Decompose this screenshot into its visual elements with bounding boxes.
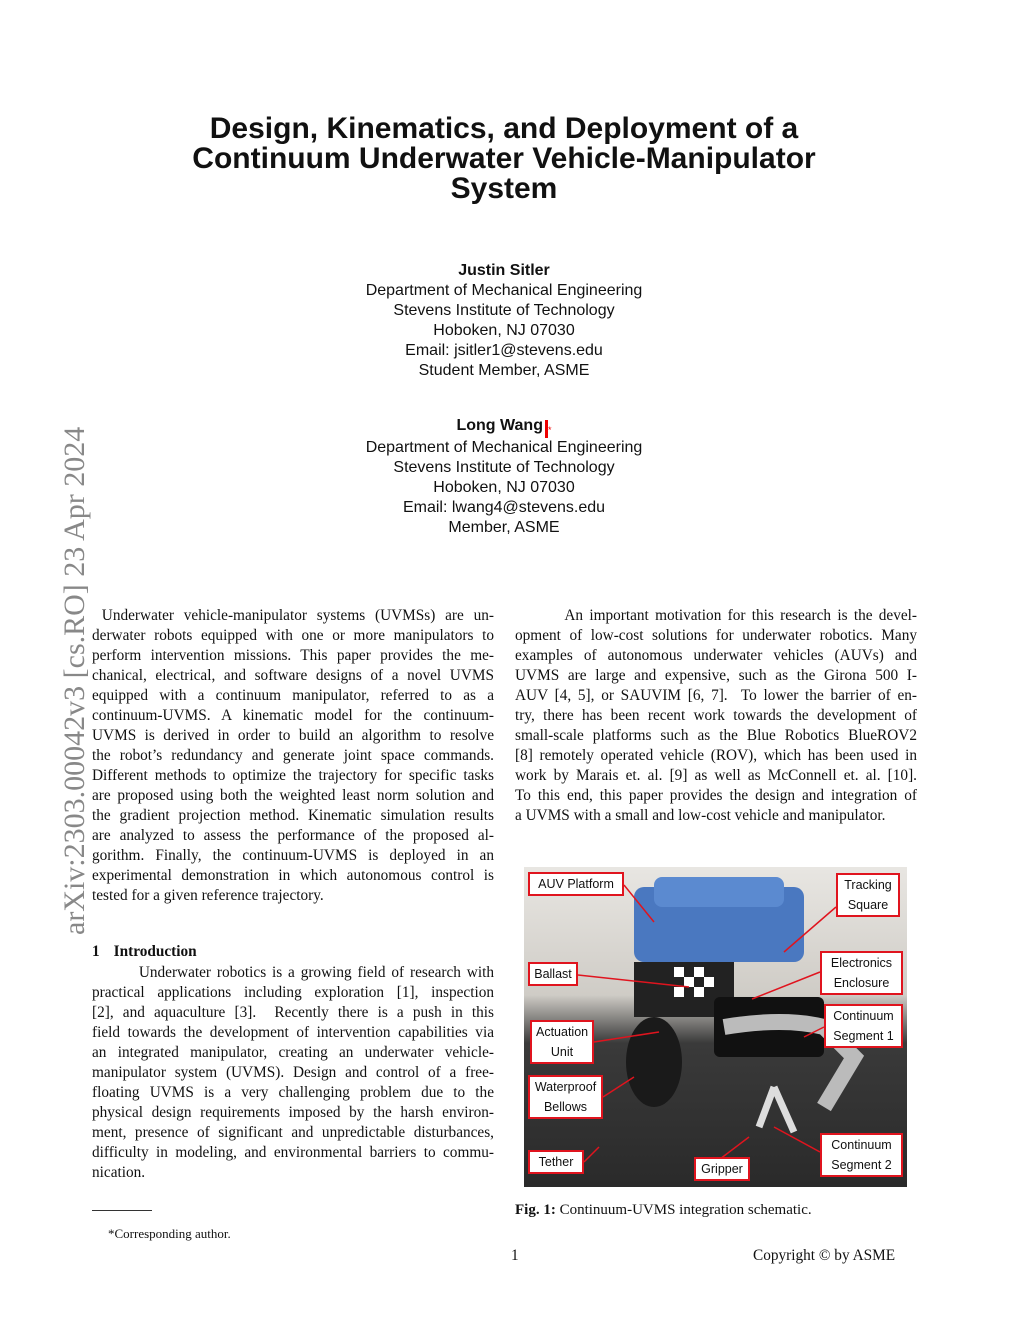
text-line: perform intervention missions. This paper provides the me- bbox=[92, 647, 494, 664]
email-line: Email: lwang4@stevens.edu bbox=[402, 499, 606, 516]
section-number: 1 bbox=[92, 943, 100, 960]
text-line: ment, presence of significant and unpredictable disturbances, bbox=[92, 1124, 494, 1141]
text-line: gorithm. Finally, the continuum-UVMS is deployed in an bbox=[92, 847, 494, 864]
author-block-2 bbox=[0, 416, 1008, 538]
label-auv-platform: AUV Platform bbox=[528, 872, 624, 896]
label-actuation-unit: Actuation Unit bbox=[530, 1020, 594, 1064]
caption-label: Fig. 1: bbox=[515, 1202, 556, 1218]
text-line: examples of autonomous underwater vehicles (AUVs) and bbox=[515, 647, 917, 664]
text-line: continuum-UVMS. A kinematic model for the continuum- bbox=[92, 707, 494, 724]
section-title: Introduction bbox=[113, 943, 197, 960]
text-line: field towards the development of intervention capabilities via bbox=[92, 1024, 494, 1041]
membership-line: Student Member, ASME bbox=[418, 362, 590, 379]
label-continuum-segment-2: Continuum Segment 2 bbox=[820, 1133, 903, 1177]
introduction-paragraph bbox=[92, 963, 494, 1183]
author-name: Long Wang bbox=[456, 417, 543, 434]
figure-caption bbox=[515, 1202, 812, 1219]
text-line: physical design requirements imposed by the harsh environ- bbox=[92, 1104, 494, 1121]
label-gripper: Gripper bbox=[694, 1157, 750, 1181]
text-line: floating UVMS is a very challenging problem due to the bbox=[92, 1084, 494, 1101]
text-line: Underwater robotics is a growing field of research with bbox=[92, 964, 494, 981]
author-name: Justin Sitler bbox=[458, 262, 550, 279]
motivation-paragraph bbox=[515, 606, 917, 826]
membership-line: Member, ASME bbox=[448, 519, 560, 536]
label-continuum-segment-1: Continuum Segment 1 bbox=[824, 1004, 903, 1048]
title-line: Continuum Underwater Vehicle-Manipulator bbox=[192, 142, 816, 175]
text-line: equipped with a continuum manipulator, referred to as a bbox=[92, 687, 494, 704]
text-line: AUV [4, 5], or SAUVIM [6, 7]. To lower the barrier of en- bbox=[515, 687, 917, 704]
footnote-mark-link[interactable]: * bbox=[545, 420, 552, 438]
label-waterproof-bellows: Waterproof Bellows bbox=[528, 1075, 603, 1119]
text-line: tested for a given reference trajectory. bbox=[92, 887, 324, 904]
text-line: try, there has been recent work towards the development of bbox=[515, 707, 917, 724]
caption-text: Continuum-UVMS integration schematic. bbox=[559, 1202, 812, 1218]
text-line: difficulty in modeling, and environmental barriers to commu- bbox=[92, 1144, 494, 1161]
email-line: Email: jsitler1@stevens.edu bbox=[405, 342, 603, 359]
text-line: derwater robots equipped with one or more manipulators to bbox=[92, 627, 494, 644]
affiliation-line: Stevens Institute of Technology bbox=[393, 302, 615, 319]
text-line: experimental demonstration in which autonomous control is bbox=[92, 867, 494, 884]
text-line: are analyzed to assess the performance of the proposed al- bbox=[92, 827, 494, 844]
label-ballast: Ballast bbox=[528, 962, 578, 986]
page-number: 1 bbox=[511, 1247, 519, 1264]
text-line: UVMS are large and expensive, such as the Girona 500 I- bbox=[515, 667, 917, 684]
text-line: Underwater vehicle-manipulator systems (UVMSs) are un- bbox=[92, 607, 494, 624]
text-line: opment of low-cost solutions for underwater robotics. Many bbox=[515, 627, 917, 644]
affiliation-line: Department of Mechanical Engineering bbox=[365, 282, 643, 299]
footnote: *Corresponding author. bbox=[108, 1226, 231, 1241]
text-line: a UVMS with a small and low-cost vehicle and manipulator. bbox=[515, 807, 886, 824]
section-heading bbox=[92, 943, 197, 961]
text-line: work by Marais et. al. [9] as well as McConnell et. al. [10]. bbox=[515, 767, 917, 784]
text-line: are proposed using both the weighted least norm solution and bbox=[92, 787, 494, 804]
abstract bbox=[92, 606, 494, 906]
text-line: the gradient projection method. Kinematic simulation results bbox=[92, 807, 494, 824]
text-line: To this end, this paper provides the design and integration of bbox=[515, 787, 917, 804]
arxiv-identifier[interactable]: arXiv:2303.00042v3 [cs.RO] 23 Apr 2024 bbox=[58, 426, 91, 935]
label-electronics-enclosure: Electronics Enclosure bbox=[820, 951, 903, 995]
paper-title bbox=[0, 114, 1008, 204]
text-line: [8] remotely operated vehicle (ROV), which has been used in bbox=[515, 747, 917, 764]
text-line: [2], and aquaculture [3]. Recently there is a push in this bbox=[92, 1004, 494, 1021]
footnote-rule bbox=[92, 1210, 152, 1211]
text-line: practical applications including exploration [1], inspection bbox=[92, 984, 494, 1001]
text-line: Different methods to optimize the trajectory for specific tasks bbox=[92, 767, 494, 784]
text-line: UVMS is derived in order to build an algorithm to resolve bbox=[92, 727, 494, 744]
affiliation-line: Hoboken, NJ 07030 bbox=[433, 322, 575, 339]
text-line: the robot’s redundancy and generate joint space commands. bbox=[92, 747, 494, 764]
text-line: An important motivation for this research is the devel- bbox=[515, 607, 917, 624]
title-line: System bbox=[450, 172, 558, 205]
text-line: an integrated manipulator, creating an underwater vehicle- bbox=[92, 1044, 494, 1061]
text-line: chanical, electrical, and software designs of a novel UVMS bbox=[92, 667, 494, 684]
copyright: Copyright © by ASME bbox=[753, 1247, 896, 1264]
label-tracking-square: Tracking Square bbox=[836, 873, 900, 917]
label-tether: Tether bbox=[528, 1150, 584, 1174]
text-line: small-scale platforms such as the Blue Robotics BlueROV2 bbox=[515, 727, 917, 744]
affiliation-line: Hoboken, NJ 07030 bbox=[433, 479, 575, 496]
text-line: nication. bbox=[92, 1164, 146, 1181]
affiliation-line: Stevens Institute of Technology bbox=[393, 459, 615, 476]
figure-photo bbox=[524, 867, 907, 1187]
title-line: Design, Kinematics, and Deployment of a bbox=[209, 112, 799, 145]
affiliation-line: Department of Mechanical Engineering bbox=[365, 439, 643, 456]
text-line: manipulator system (UVMS). Design and control of a free- bbox=[92, 1064, 494, 1081]
author-block-1 bbox=[0, 261, 1008, 381]
